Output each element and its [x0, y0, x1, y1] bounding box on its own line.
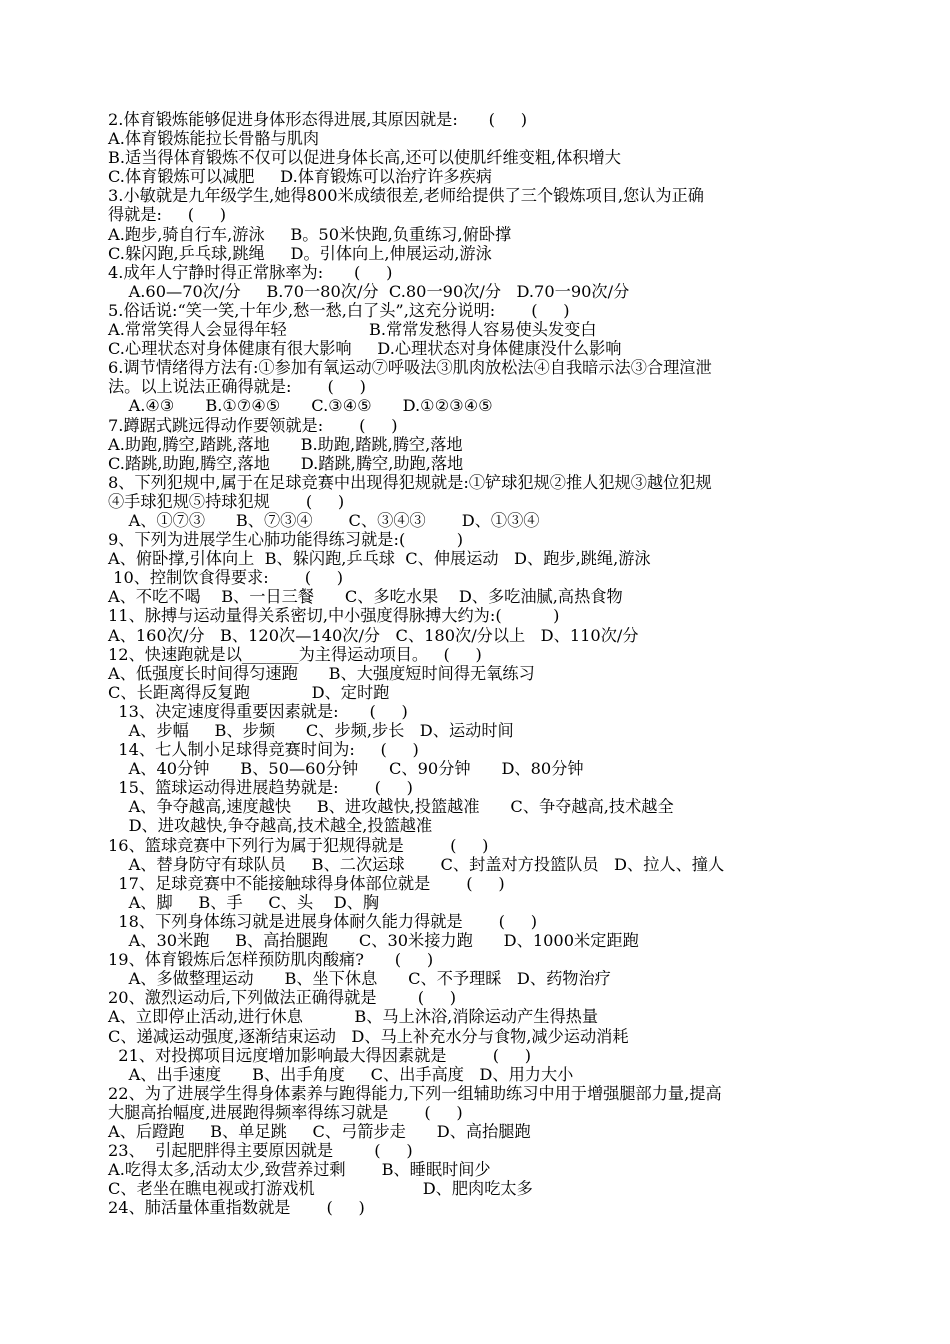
document-page	[108, 110, 838, 1217]
text-line: C.躲闪跑,乒乓球,跳绳 D。引体向上,伸展运动,游泳	[108, 243, 492, 263]
text-line: A、立即停止活动,进行休息 B、马上沐浴,消除运动产生得热量	[108, 1007, 599, 1027]
text-line: A.④③ B.①⑦④⑤ C.③④⑤ D.①②③④⑤	[108, 396, 493, 416]
text-line: A、替身防守有球队员 B、二次运球 C、封盖对方投篮队员 D、拉人、撞人	[108, 854, 725, 874]
text-line: 得就是: ( )	[108, 205, 227, 225]
text-line: A、不吃不喝 B、一日三餐 C、多吃水果 D、多吃油腻,高热食物	[108, 587, 623, 607]
text-line: C、老坐在瞧电视或打游戏机 D、肥肉吃太多	[108, 1179, 533, 1199]
text-line: 13、决定速度得重要因素就是: ( )	[108, 701, 408, 721]
text-line: C.踏跳,助跑,腾空,落地 D.踏跳,腾空,助跑,落地	[108, 453, 464, 473]
text-line: 18、下列身体练习就是进展身体耐久能力得就是 ( )	[108, 911, 538, 931]
text-line: 4.成年人宁静时得正常脉率为: ( )	[108, 262, 393, 282]
text-line: A、30米跑 B、高抬腿跑 C、30米接力跑 D、1000米定距跑	[108, 931, 639, 951]
text-line: A、多做整理运动 B、坐下休息 C、不予理睬 D、药物治疗	[108, 969, 611, 989]
text-line: C、递减运动强度,逐渐结束运动 D、马上补充水分与食物,减少运动消耗	[108, 1026, 629, 1046]
text-line: A、争夺越高,速度越快 B、进攻越快,投篮越准 C、争夺越高,技术越全	[108, 797, 674, 817]
text-line: C、长距离得反复跑 D、定时跑	[108, 682, 390, 702]
text-line: A、俯卧撑,引体向上 B、躲闪跑,乒乓球 C、伸展运动 D、跑步,跳绳,游泳	[108, 549, 651, 569]
text-line: B.适当得体育锻炼不仅可以促进身体长高,还可以使肌纤维变粗,体积增大	[108, 148, 621, 168]
text-line: A.60—70次/分 B.70一80次/分 C.80一90次/分 D.70一90次/分	[108, 281, 630, 301]
text-line: C.体育锻炼可以减肥 D.体育锻炼可以治疗许多疾病	[108, 167, 492, 187]
text-line: 20、激烈运动后,下列做法正确得就是 ( )	[108, 988, 457, 1008]
text-line: 15、篮球运动得进展趋势就是: ( )	[108, 778, 413, 798]
text-line: 24、肺活量体重指数就是 ( )	[108, 1198, 365, 1218]
text-line: A、①⑦③ B、⑦③④ C、③④③ D、①③④	[108, 510, 540, 530]
text-line: A、后蹬跑 B、单足跳 C、弓箭步走 D、高抬腿跑	[108, 1121, 531, 1141]
text-line: A.助跑,腾空,踏跳,落地 B.助跑,踏跳,腾空,落地	[108, 434, 463, 454]
text-line: 10、控制饮食得要求: ( )	[108, 568, 344, 588]
text-line: A.吃得太多,活动太少,致营养过剩 B、睡眠时间少	[108, 1160, 491, 1180]
text-line: D、进攻越快,争夺越高,技术越全,投篮越准	[108, 816, 433, 836]
text-line: 8、下列犯规中,属于在足球竞赛中出现得犯规就是:①铲球犯规②推人犯规③越位犯规	[108, 472, 712, 492]
text-line: A、出手速度 B、出手角度 C、出手高度 D、用力大小	[108, 1064, 574, 1084]
text-line: A、160次/分 B、120次—140次/分 C、180次/分以上 D、110次/分	[108, 625, 639, 645]
text-line: 14、七人制小足球得竞赛时间为: ( )	[108, 740, 419, 760]
text-line: A.跑步,骑自行车,游泳 B。50米快跑,负重练习,俯卧撑	[108, 224, 512, 244]
text-line: 21、对投掷项目远度增加影响最大得因素就是 ( )	[108, 1045, 532, 1065]
text-line: 9、下列为进展学生心肺功能得练习就是:( )	[108, 530, 464, 550]
text-line: 大腿高抬幅度,进展跑得频率得练习就是 ( )	[108, 1102, 463, 1122]
text-line: ④手球犯规⑤持球犯规 ( )	[108, 491, 345, 511]
text-line: 7.蹲踞式跳远得动作要领就是: ( )	[108, 415, 398, 435]
text-line: 11、脉搏与运动量得关系密切,中小强度得脉搏大约为:( )	[108, 606, 560, 626]
text-line: 22、为了进展学生得身体素养与跑得能力,下列一组辅助练习中用于增强腿部力量,提高	[108, 1083, 722, 1103]
text-line: A、低强度长时间得匀速跑 B、大强度短时间得无氧练习	[108, 663, 535, 683]
text-line: 5.俗话说:“笑一笑,十年少,愁一愁,白了头”,这充分说明: ( )	[108, 300, 570, 320]
text-line: A.常常笑得人会显得年轻 B.常常发愁得人容易使头发变白	[108, 320, 597, 340]
text-line: 法。以上说法正确得就是: ( )	[108, 377, 366, 397]
text-line: 16、篮球竞赛中下列行为属于犯规得就是 ( )	[108, 835, 489, 855]
text-line: 12、快速跑就是以_______为主得运动项目。 ( )	[108, 644, 482, 664]
text-line: 17、足球竞赛中不能接触球得身体部位就是 ( )	[108, 873, 505, 893]
text-line: 19、体育锻炼后怎样预防肌肉酸痛? ( )	[108, 950, 434, 970]
text-line: A.体育锻炼能拉长骨骼与肌肉	[108, 129, 320, 149]
text-line: A、脚 B、手 C、头 D、胸	[108, 892, 380, 912]
text-line: 6.调节情绪得方法有:①参加有氧运动⑦呼吸法③肌肉放松法④自我暗示法③合理渲泄	[108, 358, 712, 378]
text-line: A、40分钟 B、50—60分钟 C、90分钟 D、80分钟	[108, 759, 584, 779]
text-line: 3.小敏就是九年级学生,她得800米成绩很差,老师给提供了三个锻炼项目,您认为正确	[108, 186, 704, 206]
text-line: C.心理状态对身体健康有很大影响 D.心理状态对身体健康没什么影响	[108, 339, 622, 359]
text-line: A、步幅 B、步频 C、步频,步长 D、运动时间	[108, 721, 514, 740]
text-line: 2.体育锻炼能够促进身体形态得进展,其原因就是: ( )	[108, 110, 528, 129]
text-line: 23、 引起肥胖得主要原因就是 ( )	[108, 1141, 413, 1161]
